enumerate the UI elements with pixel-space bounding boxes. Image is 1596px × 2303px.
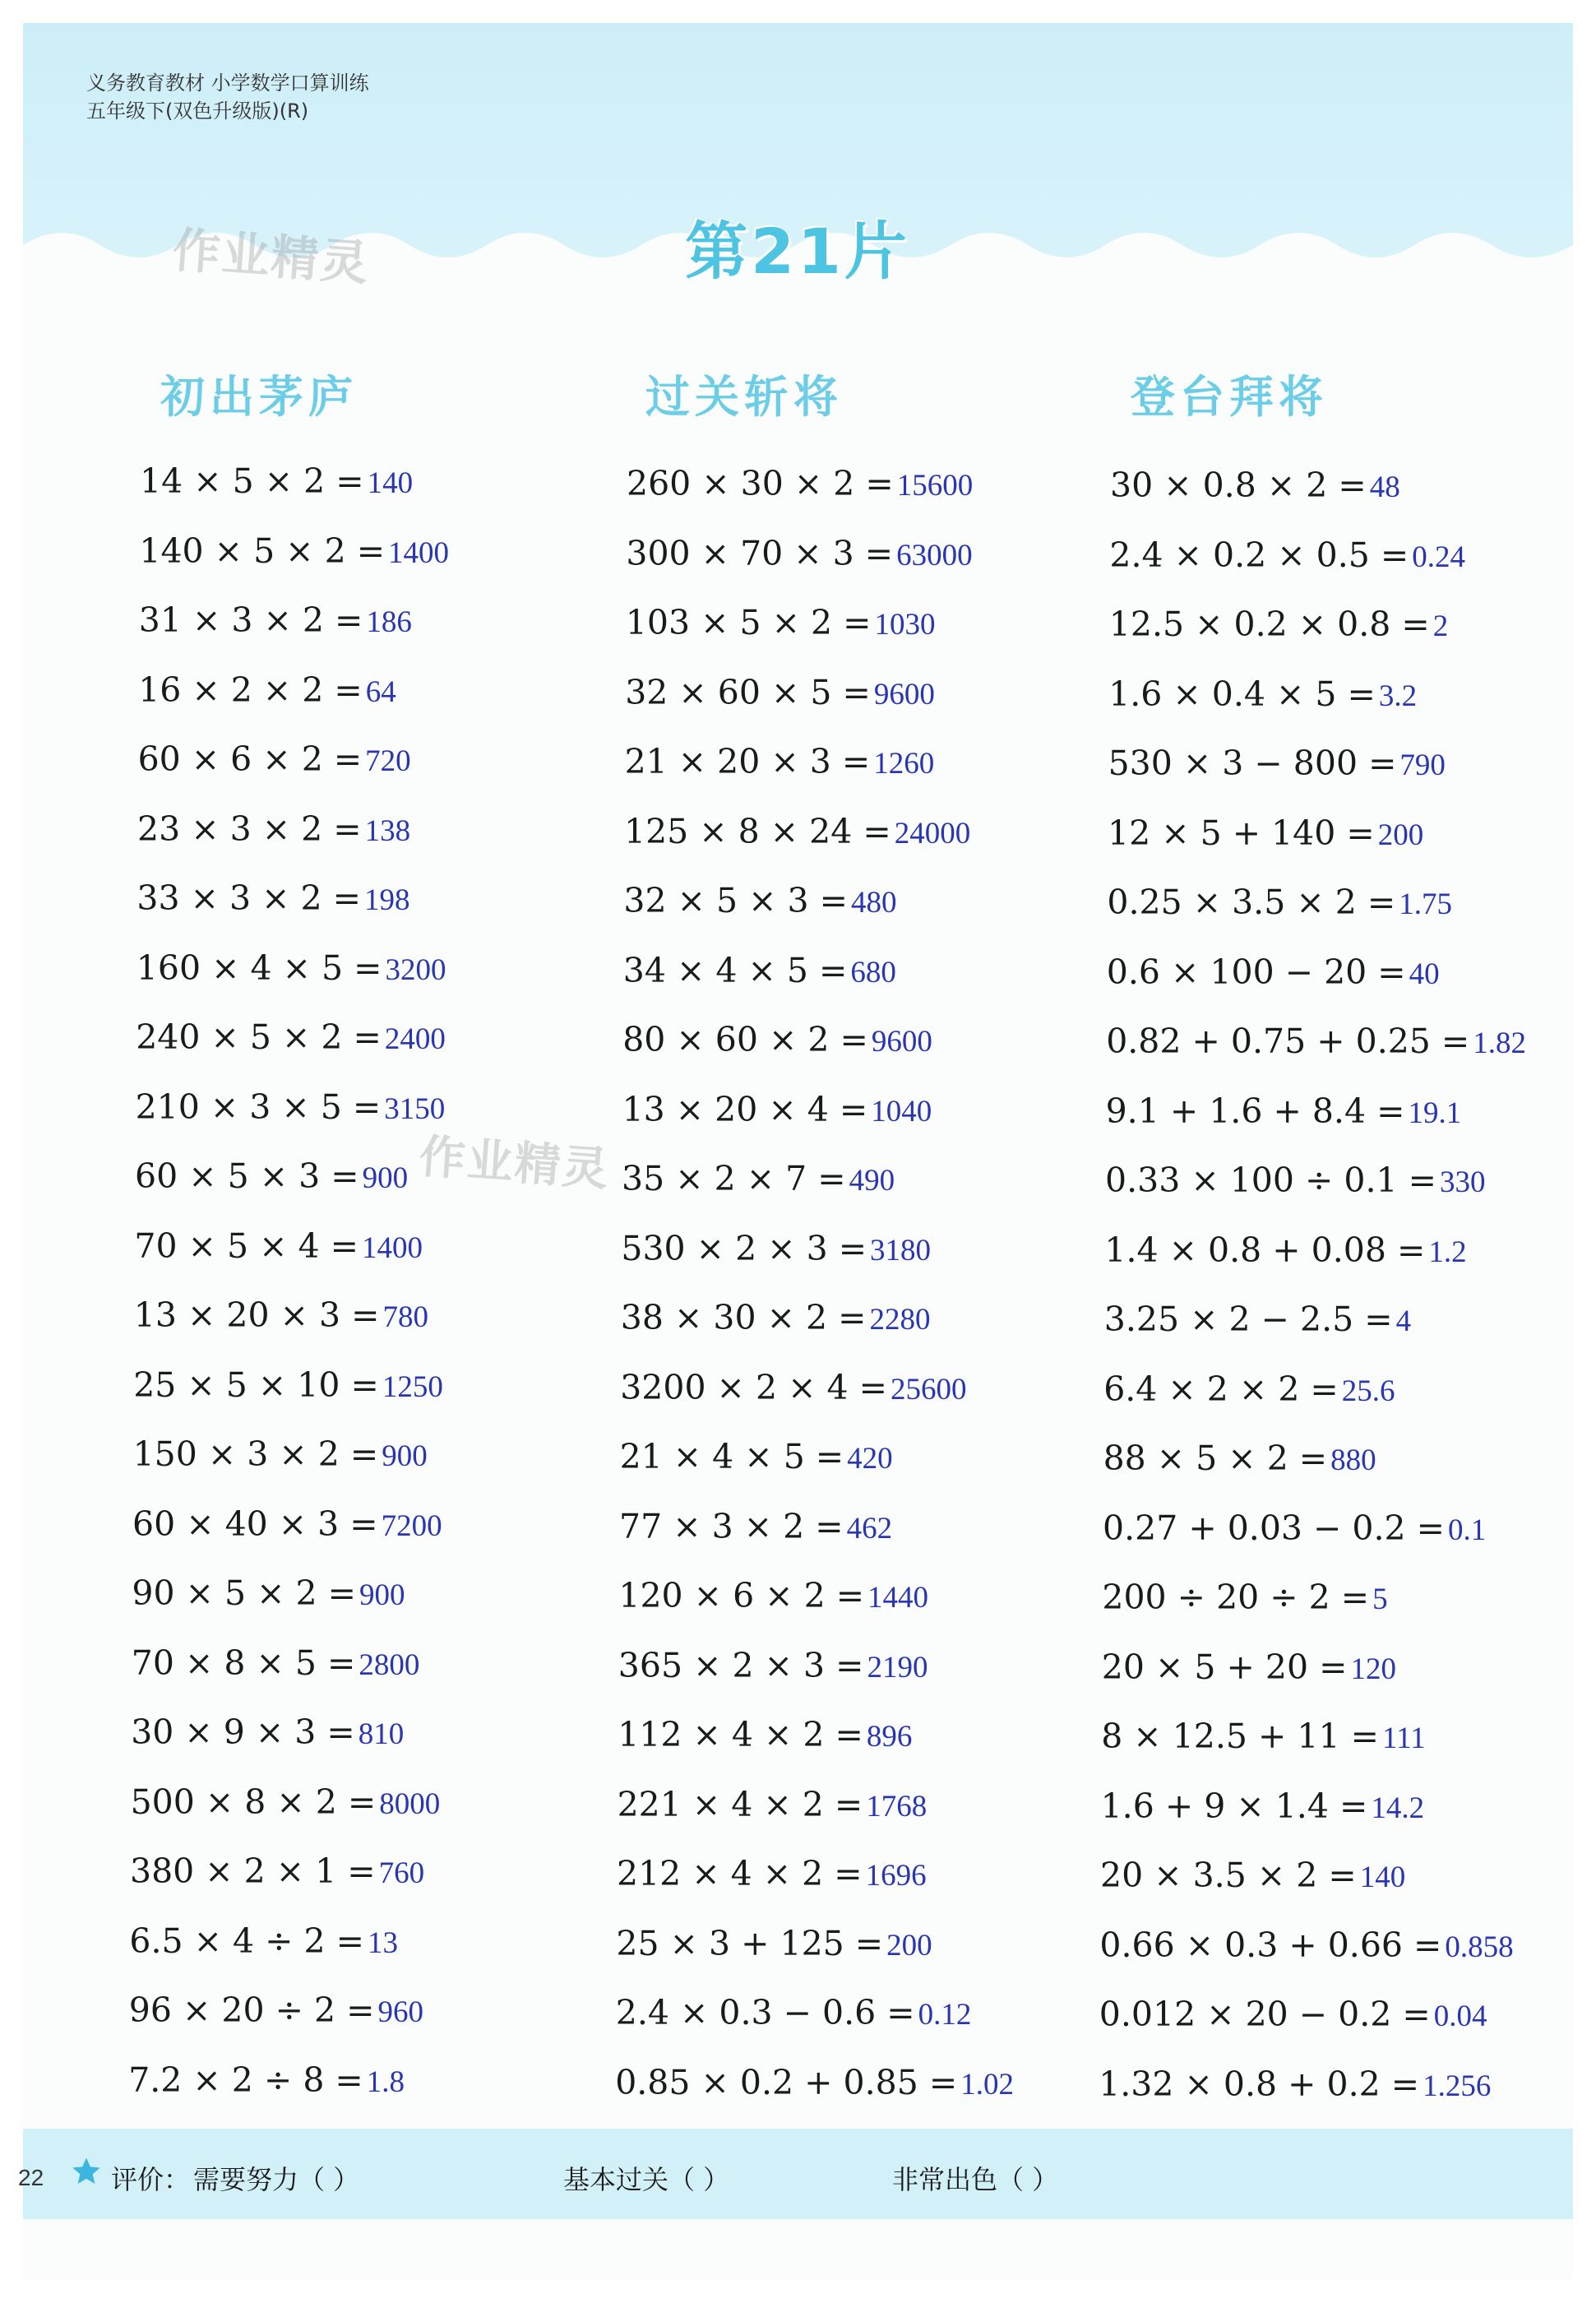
problem-row xyxy=(136,1012,446,1062)
handwritten-answer: 19.1 xyxy=(1408,1096,1462,1130)
handwritten-answer: 790 xyxy=(1399,748,1446,782)
handwritten-answer: 1.75 xyxy=(1399,887,1452,921)
problem-row xyxy=(133,1360,443,1410)
handwritten-answer: 1030 xyxy=(874,608,936,642)
page-title: 第21片 xyxy=(685,215,910,288)
handwritten-answer: 8000 xyxy=(379,1786,441,1821)
problem-row xyxy=(621,1293,931,1342)
handwritten-answer: 200 xyxy=(886,1928,932,1962)
handwritten-answer: 720 xyxy=(365,744,411,778)
handwritten-answer: 3180 xyxy=(870,1233,932,1267)
problem-row xyxy=(621,1224,931,1273)
handwritten-answer: 1.256 xyxy=(1423,2069,1492,2103)
problem-row xyxy=(622,1154,895,1203)
problem-expression: 3.25 × 2 − 2.5 = xyxy=(1103,1300,1393,1339)
handwritten-answer: 3150 xyxy=(384,1091,446,1126)
problem-row xyxy=(130,1847,424,1896)
problem-row xyxy=(625,668,935,717)
problem-row xyxy=(139,595,412,645)
problem-expression: 125 × 8 × 24 = xyxy=(624,811,891,851)
problem-row xyxy=(618,1641,928,1690)
problem-expression: 21 × 4 × 5 = xyxy=(619,1437,844,1476)
handwritten-answer: 0.1 xyxy=(1448,1513,1487,1547)
column-title: 登台拜将 xyxy=(1131,371,1328,423)
problem-row xyxy=(1106,1087,1462,1136)
problem-row xyxy=(1099,1990,1487,2039)
problem-row xyxy=(1102,1573,1387,1622)
handwritten-answer: 24000 xyxy=(894,816,971,850)
problem-expression: 34 × 4 × 5 = xyxy=(622,950,848,990)
handwritten-answer: 2400 xyxy=(384,1022,446,1056)
problem-row xyxy=(1103,1504,1486,1553)
problem-row xyxy=(617,1849,927,1898)
problem-expression: 6.4 × 2 × 2 = xyxy=(1103,1369,1339,1409)
handwritten-answer: 3200 xyxy=(385,952,446,987)
handwritten-answer: 64 xyxy=(365,674,396,709)
problem-expression: 25 × 5 × 10 = xyxy=(133,1365,379,1405)
book-title xyxy=(86,69,369,125)
problem-expression: 12.5 × 0.2 × 0.8 = xyxy=(1108,605,1430,644)
problem-row xyxy=(616,1988,972,2037)
handwritten-answer: 960 xyxy=(377,1995,423,2029)
problem-expression: 300 × 70 × 3 = xyxy=(626,533,894,573)
handwritten-answer: 40 xyxy=(1409,957,1440,991)
problem-expression: 3200 × 2 × 4 = xyxy=(620,1367,887,1407)
handwritten-answer: 120 xyxy=(1350,1652,1396,1686)
problem-expression: 12 × 5 + 140 = xyxy=(1108,813,1375,853)
handwritten-answer: 480 xyxy=(850,886,897,920)
handwritten-answer: 13 xyxy=(368,1925,398,1960)
problem-row xyxy=(1100,1851,1405,1900)
problem-expression: 20 × 3.5 × 2 = xyxy=(1100,1856,1357,1895)
handwritten-answer: 896 xyxy=(866,1720,913,1754)
handwritten-answer: 2 xyxy=(1432,609,1449,643)
problem-row xyxy=(140,456,413,506)
problem-expression: 365 × 2 × 3 = xyxy=(618,1645,864,1685)
handwritten-answer: 140 xyxy=(1359,1860,1406,1894)
problem-expression: 210 × 3 × 5 = xyxy=(135,1087,382,1127)
problem-row xyxy=(129,1916,398,1966)
problem-expression: 260 × 30 × 2 = xyxy=(627,464,894,503)
handwritten-answer: 63000 xyxy=(896,538,973,572)
handwritten-answer: 200 xyxy=(1377,818,1424,852)
problem-expression: 221 × 4 × 2 = xyxy=(617,1784,863,1824)
handwritten-answer: 3.2 xyxy=(1378,679,1418,713)
problem-expression: 38 × 30 × 2 = xyxy=(620,1298,867,1337)
problem-row xyxy=(1108,670,1417,719)
handwritten-answer: 760 xyxy=(378,1856,425,1890)
problem-row xyxy=(137,804,410,854)
problem-row xyxy=(1108,739,1446,788)
handwritten-answer: 14.2 xyxy=(1371,1791,1425,1825)
handwritten-answer: 186 xyxy=(366,605,412,639)
handwritten-answer: 2190 xyxy=(867,1650,928,1684)
handwritten-answer: 1.8 xyxy=(366,2064,405,2099)
handwritten-answer: 198 xyxy=(363,883,410,917)
problem-row xyxy=(1105,1156,1485,1205)
handwritten-answer: 1250 xyxy=(382,1369,443,1404)
handwritten-answer: 2800 xyxy=(359,1647,420,1682)
problem-row xyxy=(626,598,936,647)
handwritten-answer: 490 xyxy=(849,1164,895,1198)
star-icon xyxy=(70,2155,103,2188)
problem-row xyxy=(1103,1434,1376,1483)
problem-expression: 33 × 3 × 2 = xyxy=(136,878,361,918)
problem-row xyxy=(1104,1295,1411,1344)
problem-expression: 96 × 20 ÷ 2 = xyxy=(128,1990,375,2030)
problem-expression: 0.66 × 0.3 + 0.66 = xyxy=(1099,1925,1442,1965)
problem-row xyxy=(1099,2060,1491,2109)
problem-row xyxy=(1110,461,1400,510)
handwritten-answer: 5 xyxy=(1372,1582,1388,1616)
problem-expression: 88 × 5 × 2 = xyxy=(1103,1439,1328,1478)
problem-expression: 13 × 20 × 3 = xyxy=(133,1295,380,1335)
column-title: 初出茅庐 xyxy=(160,371,358,423)
problem-row xyxy=(1107,878,1452,927)
problem-expression: 2.4 × 0.3 − 0.6 = xyxy=(615,1993,915,2032)
problem-row xyxy=(616,1919,932,1968)
book-series: 义务教育教材 小学数学口算训练 xyxy=(86,72,369,95)
handwritten-answer: 9600 xyxy=(873,677,935,711)
rating-passed: 基本过关（ ） xyxy=(563,2164,730,2195)
problem-expression: 1.6 × 0.4 × 5 = xyxy=(1108,674,1376,714)
handwritten-answer: 4 xyxy=(1395,1304,1412,1338)
problem-expression: 23 × 3 × 2 = xyxy=(137,809,362,849)
problem-expression: 31 × 3 × 2 = xyxy=(138,600,363,640)
problem-expression: 1.32 × 0.8 + 0.2 = xyxy=(1099,2064,1420,2104)
problem-expression: 21 × 20 × 3 = xyxy=(624,742,871,781)
problem-expression: 80 × 60 × 2 = xyxy=(622,1020,868,1059)
problem-expression: 530 × 2 × 3 = xyxy=(621,1228,867,1268)
problem-row xyxy=(139,526,449,576)
problem-expression: 13 × 20 × 4 = xyxy=(622,1089,868,1129)
problem-row xyxy=(132,1499,442,1549)
handwritten-answer: 9600 xyxy=(871,1025,932,1059)
problem-expression: 0.82 + 0.75 + 0.25 = xyxy=(1106,1022,1470,1061)
problem-row xyxy=(1099,1921,1513,1970)
problem-row xyxy=(620,1432,893,1481)
problem-expression: 200 ÷ 20 ÷ 2 = xyxy=(1102,1578,1370,1617)
problem-row xyxy=(625,737,935,786)
handwritten-answer: 48 xyxy=(1369,470,1400,504)
problem-row xyxy=(618,1571,928,1620)
handwritten-answer: 0.12 xyxy=(918,1998,972,2032)
problem-expression: 9.1 + 1.6 + 8.4 = xyxy=(1105,1091,1405,1131)
problem-expression: 32 × 5 × 3 = xyxy=(623,881,848,920)
problem-row xyxy=(134,1221,423,1271)
problem-expression: 103 × 5 × 2 = xyxy=(625,603,872,642)
problem-expression: 70 × 5 × 4 = xyxy=(134,1226,359,1266)
handwritten-answer: 462 xyxy=(846,1511,893,1545)
problem-row xyxy=(1106,1017,1526,1066)
problem-expression: 30 × 0.8 × 2 = xyxy=(1110,466,1367,505)
handwritten-answer: 25600 xyxy=(890,1372,967,1406)
handwritten-answer: 0.858 xyxy=(1445,1930,1514,1964)
handwritten-answer: 111 xyxy=(1381,1721,1426,1755)
problem-expression: 90 × 5 × 2 = xyxy=(132,1573,356,1613)
problem-row xyxy=(623,876,896,925)
handwritten-answer: 1768 xyxy=(866,1789,928,1823)
handwritten-answer: 1440 xyxy=(867,1581,929,1615)
problem-row xyxy=(1103,1365,1395,1414)
handwritten-answer: 1260 xyxy=(873,747,935,781)
handwritten-answer: 880 xyxy=(1330,1443,1376,1477)
problem-row xyxy=(135,1152,408,1201)
problem-expression: 32 × 60 × 5 = xyxy=(625,672,871,712)
problem-row xyxy=(136,943,446,993)
problem-row xyxy=(1109,531,1465,580)
problem-expression: 0.6 × 100 − 20 = xyxy=(1106,952,1406,992)
problem-expression: 30 × 9 × 3 = xyxy=(131,1712,355,1752)
problem-expression: 77 × 3 × 2 = xyxy=(619,1506,844,1546)
column-title: 过关斩将 xyxy=(645,371,843,423)
problem-expression: 1.4 × 0.8 + 0.08 = xyxy=(1104,1230,1426,1270)
problem-expression: 20 × 5 + 20 = xyxy=(1101,1647,1348,1687)
handwritten-answer: 330 xyxy=(1439,1165,1486,1199)
page-number: 22 xyxy=(18,2165,44,2190)
problem-expression: 0.85 × 0.2 + 0.85 = xyxy=(615,2062,958,2102)
problem-row xyxy=(138,734,411,784)
problem-row xyxy=(134,1291,428,1340)
handwritten-answer: 900 xyxy=(362,1161,409,1195)
problem-row xyxy=(129,1986,423,2035)
problem-row xyxy=(615,2058,1014,2107)
problem-row xyxy=(131,1777,441,1827)
handwritten-answer: 780 xyxy=(382,1300,428,1334)
problem-expression: 500 × 8 × 2 = xyxy=(130,1782,377,1822)
watermark: 作业精灵 xyxy=(170,221,372,292)
problem-row xyxy=(620,1363,966,1412)
handwritten-answer: 1696 xyxy=(865,1859,927,1893)
problem-row xyxy=(627,459,973,508)
handwritten-answer: 900 xyxy=(382,1439,428,1473)
problem-row xyxy=(1101,1712,1426,1761)
problem-row xyxy=(1109,600,1448,649)
handwritten-answer: 1.2 xyxy=(1428,1235,1467,1269)
problem-expression: 140 × 5 × 2 = xyxy=(139,531,386,571)
problem-expression: 7.2 × 2 ÷ 8 = xyxy=(128,2060,363,2100)
watermark: 作业精灵 xyxy=(417,1129,612,1198)
problem-expression: 16 × 2 × 2 = xyxy=(138,670,363,710)
problem-expression: 60 × 40 × 3 = xyxy=(132,1504,378,1544)
handwritten-answer: 2280 xyxy=(869,1303,931,1337)
problem-row xyxy=(133,1430,428,1479)
problem-row xyxy=(1104,1226,1466,1275)
problem-expression: 0.25 × 3.5 × 2 = xyxy=(1107,883,1396,922)
problem-expression: 35 × 2 × 7 = xyxy=(622,1159,846,1198)
handwritten-answer: 1.82 xyxy=(1473,1026,1527,1060)
problem-expression: 2.4 × 0.2 × 0.5 = xyxy=(1109,535,1409,575)
problem-expression: 150 × 3 × 2 = xyxy=(132,1434,379,1474)
problem-expression: 8 × 12.5 + 11 = xyxy=(1101,1717,1379,1756)
problem-row xyxy=(131,1708,404,1757)
problem-expression: 380 × 2 × 1 = xyxy=(130,1851,376,1891)
handwritten-answer: 900 xyxy=(359,1578,405,1612)
problem-row xyxy=(132,1638,420,1688)
problem-row xyxy=(1108,809,1423,858)
problem-row xyxy=(1101,1782,1424,1831)
handwritten-answer: 1400 xyxy=(388,535,450,570)
problem-row xyxy=(626,529,972,578)
problem-row xyxy=(132,1569,405,1618)
rating-needs-effort: 需要努力（ ） xyxy=(193,2164,360,2195)
problem-expression: 6.5 × 4 ÷ 2 = xyxy=(129,1921,364,1961)
problem-expression: 0.27 + 0.03 − 0.2 = xyxy=(1103,1508,1446,1548)
problem-expression: 14 × 5 × 2 = xyxy=(140,461,364,501)
problem-row xyxy=(619,1502,892,1551)
problem-expression: 112 × 4 × 2 = xyxy=(618,1715,863,1754)
problem-row xyxy=(136,1082,446,1132)
problem-expression: 240 × 5 × 2 = xyxy=(136,1017,382,1057)
handwritten-answer: 140 xyxy=(367,466,414,500)
problem-row xyxy=(128,2055,405,2105)
problem-row xyxy=(618,1710,912,1759)
problem-row xyxy=(136,873,409,923)
handwritten-answer: 7200 xyxy=(381,1508,442,1543)
problem-expression: 212 × 4 × 2 = xyxy=(617,1854,863,1893)
handwritten-answer: 420 xyxy=(847,1442,893,1476)
book-grade: 五年级下(双色升级版)(R) xyxy=(86,100,309,123)
handwritten-answer: 1400 xyxy=(361,1230,423,1265)
problem-expression: 530 × 3 − 800 = xyxy=(1108,744,1397,783)
problem-row xyxy=(618,1780,928,1829)
problem-expression: 60 × 6 × 2 = xyxy=(137,739,363,779)
handwritten-answer: 1040 xyxy=(871,1094,932,1128)
handwritten-answer: 0.04 xyxy=(1433,1999,1487,2033)
handwritten-answer: 15600 xyxy=(896,469,974,503)
problem-expression: 70 × 8 × 5 = xyxy=(131,1643,356,1683)
problem-expression: 60 × 5 × 3 = xyxy=(135,1156,359,1196)
problem-expression: 0.33 × 100 ÷ 0.1 = xyxy=(1105,1161,1436,1200)
problem-row xyxy=(624,807,970,856)
problem-expression: 0.012 × 20 − 0.2 = xyxy=(1099,1995,1431,2034)
problem-expression: 160 × 4 × 5 = xyxy=(136,948,382,988)
problem-row xyxy=(1107,948,1440,997)
rating-excellent: 非常出色（ ） xyxy=(892,2164,1059,2195)
problem-row xyxy=(622,1085,932,1134)
problem-expression: 25 × 3 + 125 = xyxy=(616,1923,884,1963)
handwritten-answer: 680 xyxy=(850,955,896,989)
problem-expression: 120 × 6 × 2 = xyxy=(618,1576,865,1615)
problem-row xyxy=(623,946,896,995)
problem-row xyxy=(138,665,396,715)
rating-label: 评价： xyxy=(111,2164,191,2195)
handwritten-answer: 25.6 xyxy=(1341,1374,1395,1408)
problem-expression: 1.6 + 9 × 1.4 = xyxy=(1100,1786,1368,1826)
problem-row xyxy=(1102,1643,1396,1692)
handwritten-answer: 0.24 xyxy=(1412,540,1465,574)
handwritten-answer: 138 xyxy=(364,813,411,848)
handwritten-answer: 810 xyxy=(358,1717,405,1751)
problem-row xyxy=(622,1015,932,1064)
handwritten-answer: 1.02 xyxy=(960,2067,1014,2101)
